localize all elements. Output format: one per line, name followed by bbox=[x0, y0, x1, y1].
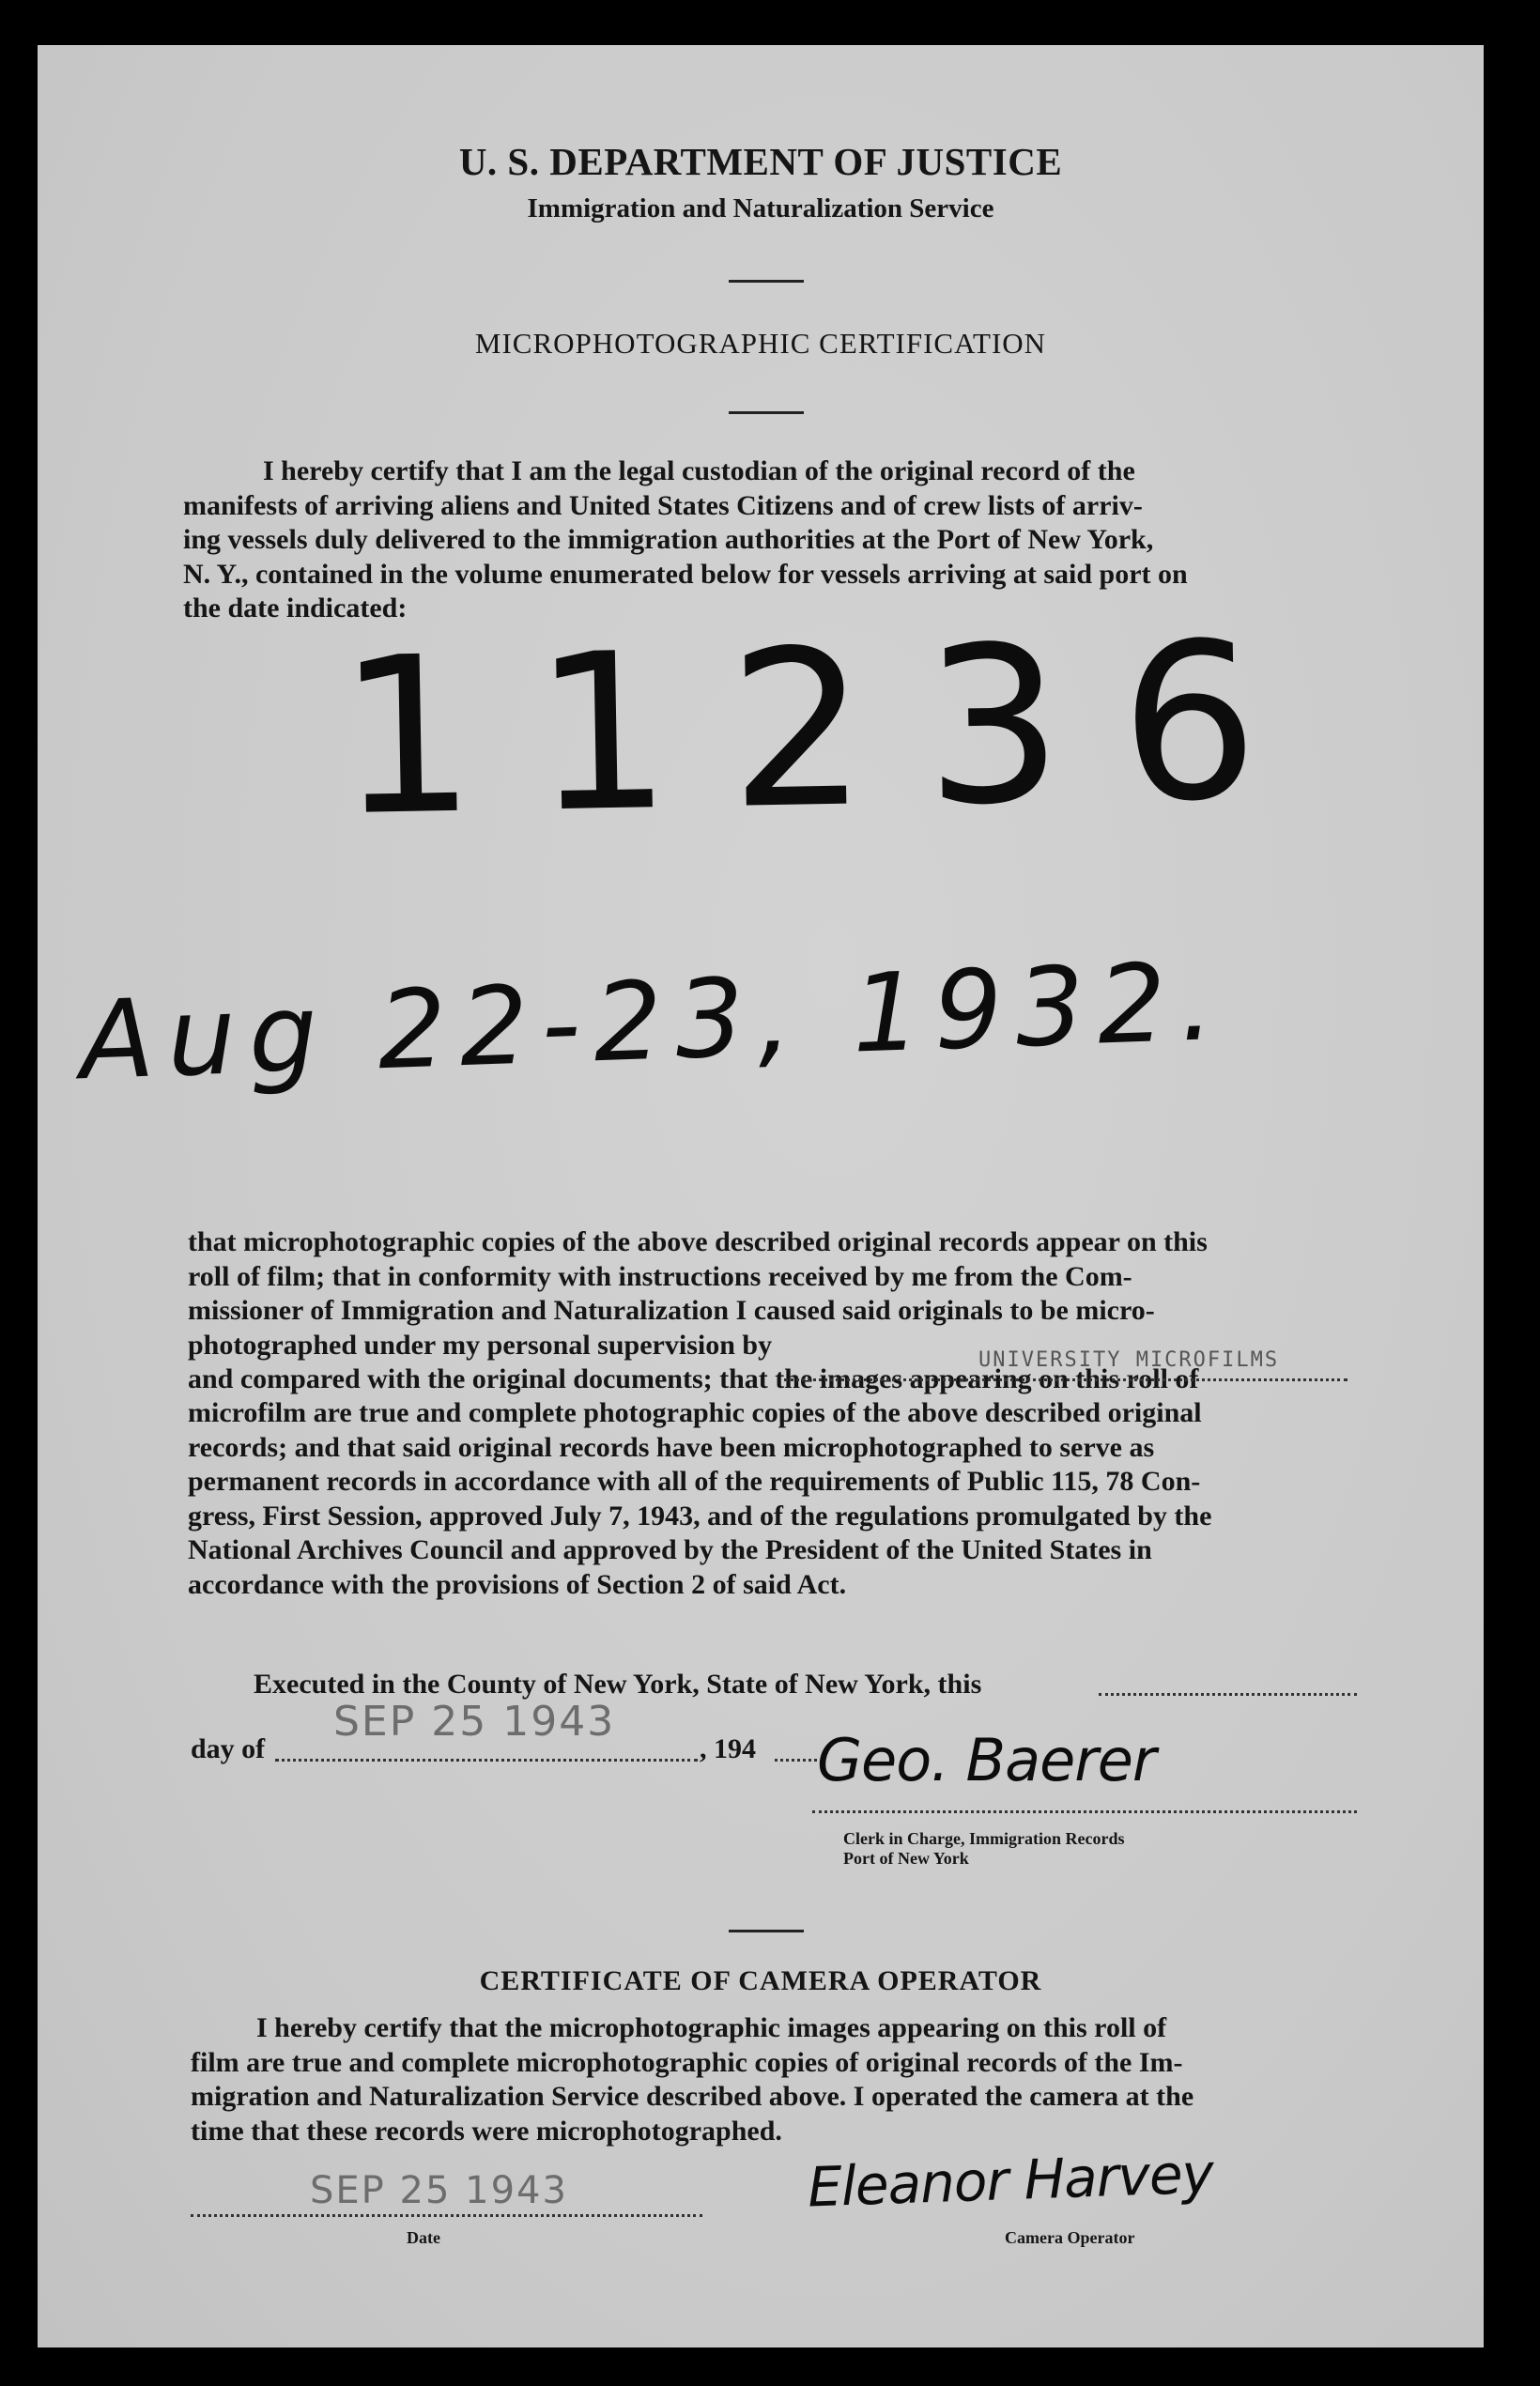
clerk-signature: Geo. Baerer bbox=[817, 1726, 1156, 1794]
clerk-title bbox=[843, 1829, 1124, 1869]
body-line: National Archives Council and approved by the President of the United States in bbox=[188, 1534, 1152, 1565]
body-line: permanent records in accordance with all of the requirements of Public 115, 78 Con- bbox=[188, 1466, 1201, 1497]
camera-date-label: Date bbox=[407, 2228, 440, 2247]
photographer-line bbox=[784, 1378, 1348, 1381]
body-line: gress, First Session, approved July 7, 1943, and of the regulations promulgated by the bbox=[188, 1500, 1212, 1532]
camera-line: film are true and complete microphotographic copies of original records of the Im- bbox=[191, 2046, 1183, 2078]
intro-line: ing vessels duly delivered to the immigration authorities at the Port of New York, bbox=[183, 524, 1154, 555]
year-line bbox=[775, 1759, 817, 1762]
executed-text: Executed in the County of New York, State of New York, this bbox=[254, 1669, 982, 1700]
intro-line: N. Y., contained in the volume enumerated below for vessels arriving at said port on bbox=[183, 558, 1188, 590]
department-title: U. S. DEPARTMENT OF JUSTICE bbox=[458, 140, 1063, 183]
clerk-title-line: Clerk in Charge, Immigration Records bbox=[843, 1829, 1125, 1848]
signature-line bbox=[812, 1810, 1357, 1813]
date-stamp: SEP 25 1943 bbox=[333, 1698, 616, 1746]
camera-line: time that these records were microphotographed. bbox=[191, 2115, 782, 2147]
body-line: and compared with the original documents; that the images appearing on this roll of bbox=[188, 1362, 1199, 1394]
day-of-line bbox=[275, 1759, 698, 1762]
body-line: roll of film; that in conformity with instructions received by me from the Com- bbox=[188, 1260, 1132, 1292]
body-line: records; and that said original records have been microphotographed to serve as bbox=[188, 1431, 1155, 1463]
certification-title: MICROPHOTOGRAPHIC CERTIFICATION bbox=[474, 327, 1047, 360]
executed-day-line bbox=[1099, 1693, 1357, 1696]
handwritten-volume-number: 11236 bbox=[335, 595, 1318, 865]
divider bbox=[729, 411, 804, 414]
service-subtitle: Immigration and Naturalization Service bbox=[527, 193, 994, 223]
intro-line: I hereby certify that I am the legal custodian of the original record of the bbox=[263, 455, 1135, 486]
intro-line: the date indicated: bbox=[183, 593, 408, 623]
certificate-page bbox=[38, 45, 1484, 2348]
body-paragraph bbox=[188, 1225, 1362, 1602]
camera-operator-label: Camera Operator bbox=[1005, 2228, 1135, 2247]
camera-certificate-title: CERTIFICATE OF CAMERA OPERATOR bbox=[479, 1965, 1042, 1996]
intro-line: manifests of arriving aliens and United States Citizens and of crew lists of arriv- bbox=[183, 489, 1143, 521]
body-line: that microphotographic copies of the above described original records appear on this bbox=[188, 1226, 1208, 1257]
camera-line: I hereby certify that the microphotographic images appearing on this roll of bbox=[256, 2012, 1167, 2043]
handwritten-volume-date: Aug 22-23, 1932. bbox=[78, 938, 1229, 1105]
year-prefix: , 194 bbox=[700, 1733, 756, 1764]
clerk-title-line: Port of New York bbox=[843, 1849, 969, 1868]
body-line: photographed under my personal supervision by bbox=[188, 1329, 773, 1361]
body-line: microfilm are true and complete photographic copies of the above described original bbox=[188, 1397, 1202, 1428]
camera-date-stamp: SEP 25 1943 bbox=[310, 2169, 568, 2212]
photographer-name: UNIVERSITY MICROFILMS bbox=[978, 1348, 1280, 1372]
camera-line: migration and Naturalization Service described above. I operated the camera at the bbox=[191, 2081, 1194, 2112]
divider bbox=[729, 1930, 804, 1932]
divider bbox=[729, 280, 804, 283]
camera-paragraph bbox=[191, 2011, 1364, 2148]
camera-date-line bbox=[191, 2214, 702, 2217]
body-line: missioner of Immigration and Naturalization I caused said originals to be micro- bbox=[188, 1295, 1155, 1326]
camera-operator-signature: Eleanor Harvey bbox=[806, 2141, 1214, 2220]
body-line: accordance with the provisions of Section 2 of said Act. bbox=[188, 1568, 847, 1600]
day-of-label: day of bbox=[191, 1733, 266, 1764]
